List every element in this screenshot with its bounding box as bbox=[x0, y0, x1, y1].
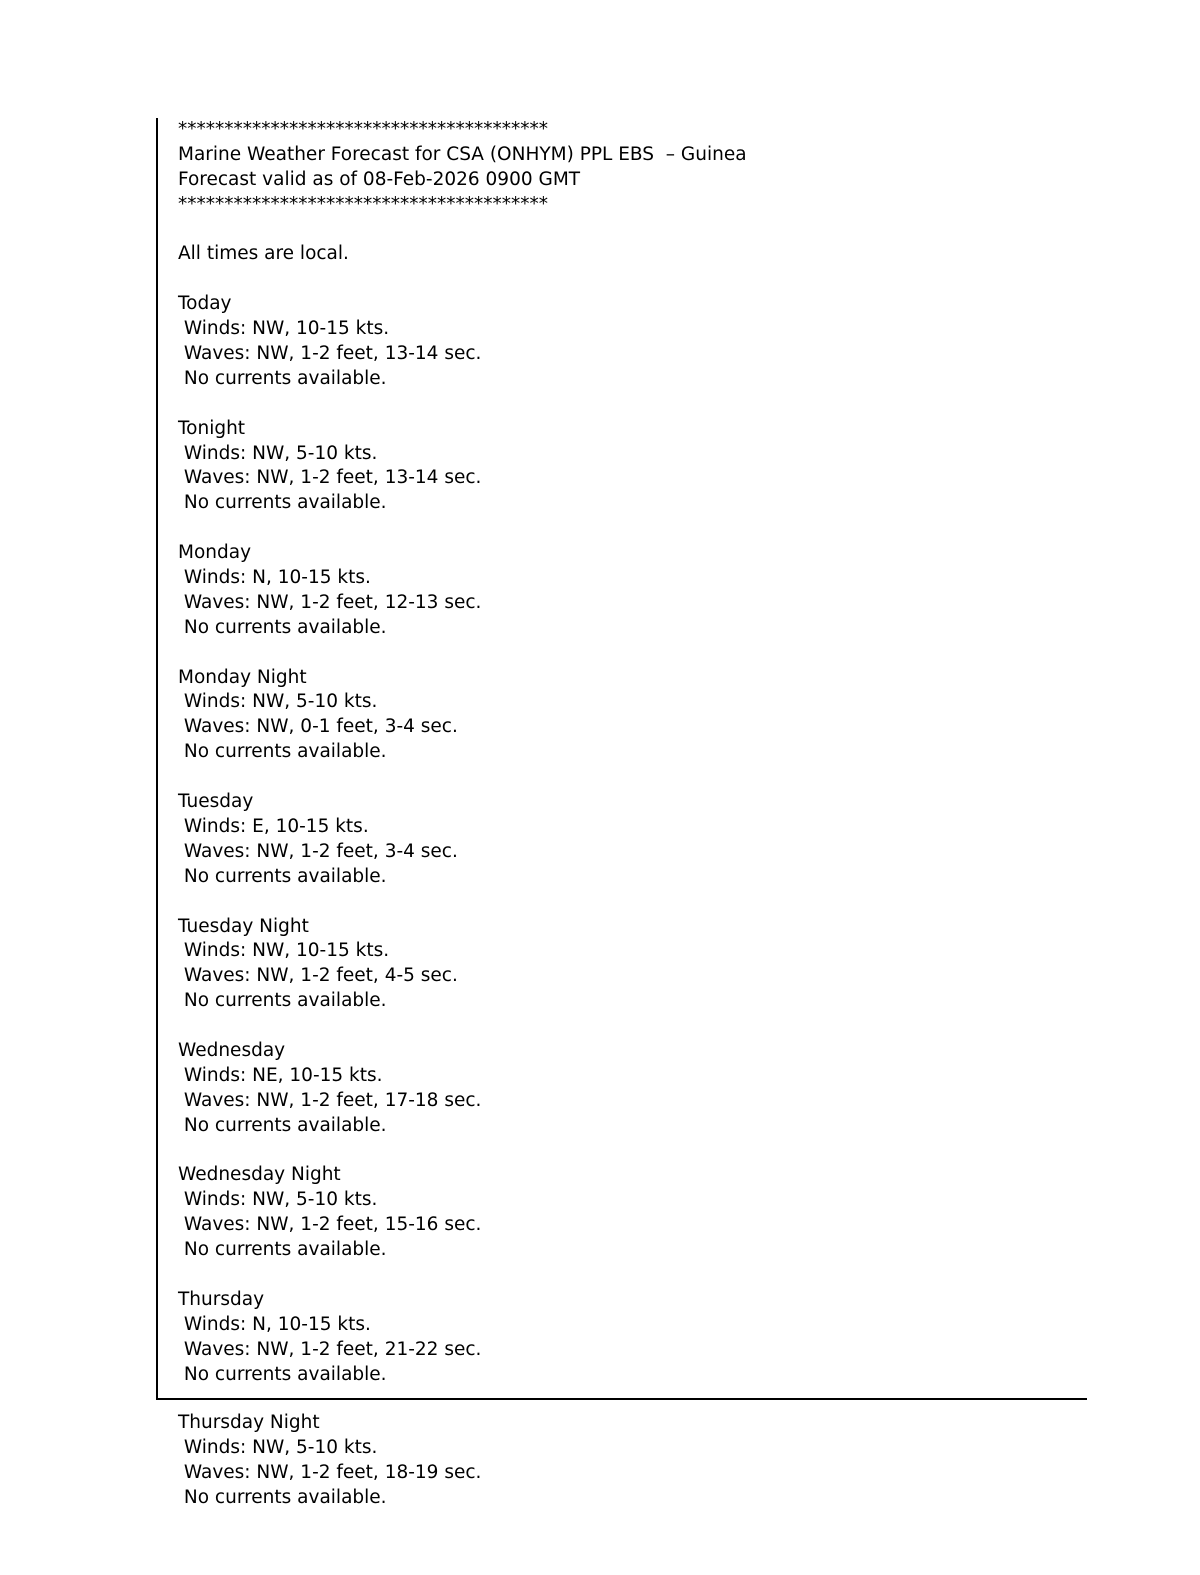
winds-line: Winds: NE, 10-15 kts. bbox=[178, 1064, 383, 1086]
currents-line: No currents available. bbox=[178, 865, 387, 887]
currents-line: No currents available. bbox=[178, 1486, 387, 1508]
forecast-period bbox=[178, 915, 1087, 1039]
winds-line: Winds: N, 10-15 kts. bbox=[178, 567, 371, 589]
period-name: Tuesday bbox=[178, 791, 254, 813]
blank-line bbox=[178, 267, 1087, 292]
blank-line bbox=[178, 1263, 1087, 1288]
forecast-text-block bbox=[158, 118, 1087, 1387]
winds-line: Winds: NW, 5-10 kts. bbox=[178, 1436, 378, 1458]
waves-line: Waves: NW, 1-2 feet, 13-14 sec. bbox=[178, 467, 482, 489]
separator-line: **************************************** bbox=[178, 193, 548, 215]
period-name: Thursday bbox=[178, 1288, 265, 1310]
blank-line bbox=[178, 890, 1087, 915]
period-name: Wednesday Night bbox=[178, 1164, 341, 1186]
period-name: Monday Night bbox=[178, 666, 307, 688]
currents-line: No currents available. bbox=[178, 616, 387, 638]
currents-line: No currents available. bbox=[178, 492, 387, 514]
waves-line: Waves: NW, 1-2 feet, 21-22 sec. bbox=[178, 1338, 482, 1360]
waves-line: Waves: NW, 1-2 feet, 4-5 sec. bbox=[178, 965, 458, 987]
waves-line: Waves: NW, 1-2 feet, 13-14 sec. bbox=[178, 343, 482, 365]
currents-line: No currents available. bbox=[178, 1239, 387, 1261]
forecast-period bbox=[178, 417, 1087, 541]
period-name: Today bbox=[178, 293, 232, 315]
waves-line: Waves: NW, 1-2 feet, 15-16 sec. bbox=[178, 1214, 482, 1236]
forecast-period bbox=[178, 541, 1087, 665]
currents-line: No currents available. bbox=[178, 367, 387, 389]
forecast-period bbox=[178, 1039, 1087, 1163]
forecast-period bbox=[178, 790, 1087, 914]
winds-line: Winds: NW, 5-10 kts. bbox=[178, 691, 378, 713]
blank-line bbox=[178, 765, 1087, 790]
currents-line: No currents available. bbox=[178, 741, 387, 763]
local-time-notice: All times are local. bbox=[178, 243, 349, 265]
blank-line bbox=[178, 392, 1087, 417]
valid-time-line: Forecast valid as of 08-Feb-2026 0900 GMT bbox=[178, 168, 581, 190]
forecast-period bbox=[178, 666, 1087, 790]
waves-line: Waves: NW, 1-2 feet, 12-13 sec. bbox=[178, 591, 482, 613]
forecast-period bbox=[178, 292, 1087, 416]
page-boundary-border bbox=[156, 118, 1087, 1400]
winds-line: Winds: NW, 5-10 kts. bbox=[178, 1189, 378, 1211]
forecast-period bbox=[178, 1288, 1087, 1388]
forecast-period bbox=[178, 1163, 1087, 1287]
period-name: Tuesday Night bbox=[178, 915, 309, 937]
winds-line: Winds: E, 10-15 kts. bbox=[178, 815, 369, 837]
blank-line bbox=[178, 218, 1087, 243]
period-name: Thursday Night bbox=[178, 1412, 320, 1433]
winds-line: Winds: NW, 10-15 kts. bbox=[178, 318, 390, 340]
currents-line: No currents available. bbox=[178, 1114, 387, 1136]
winds-line: Winds: N, 10-15 kts. bbox=[178, 1313, 371, 1335]
blank-line bbox=[178, 1139, 1087, 1164]
blank-line bbox=[178, 641, 1087, 666]
waves-line: Waves: NW, 1-2 feet, 3-4 sec. bbox=[178, 840, 458, 862]
period-name: Wednesday bbox=[178, 1039, 286, 1061]
blank-line bbox=[178, 1014, 1087, 1039]
winds-line: Winds: NW, 10-15 kts. bbox=[178, 940, 390, 962]
document-title: Marine Weather Forecast for CSA (ONHYM) PPL EBS – Guinea bbox=[178, 143, 747, 165]
waves-line: Waves: NW, 0-1 feet, 3-4 sec. bbox=[178, 716, 458, 738]
period-name: Monday bbox=[178, 542, 252, 564]
currents-line: No currents available. bbox=[178, 990, 387, 1012]
forecast-period-continued bbox=[178, 1411, 481, 1511]
period-name: Tonight bbox=[178, 417, 246, 439]
waves-line: Waves: NW, 1-2 feet, 17-18 sec. bbox=[178, 1089, 482, 1111]
winds-line: Winds: NW, 5-10 kts. bbox=[178, 442, 378, 464]
waves-line: Waves: NW, 1-2 feet, 18-19 sec. bbox=[178, 1461, 482, 1483]
currents-line: No currents available. bbox=[178, 1363, 387, 1385]
separator-line: **************************************** bbox=[178, 119, 548, 140]
blank-line bbox=[178, 516, 1087, 541]
